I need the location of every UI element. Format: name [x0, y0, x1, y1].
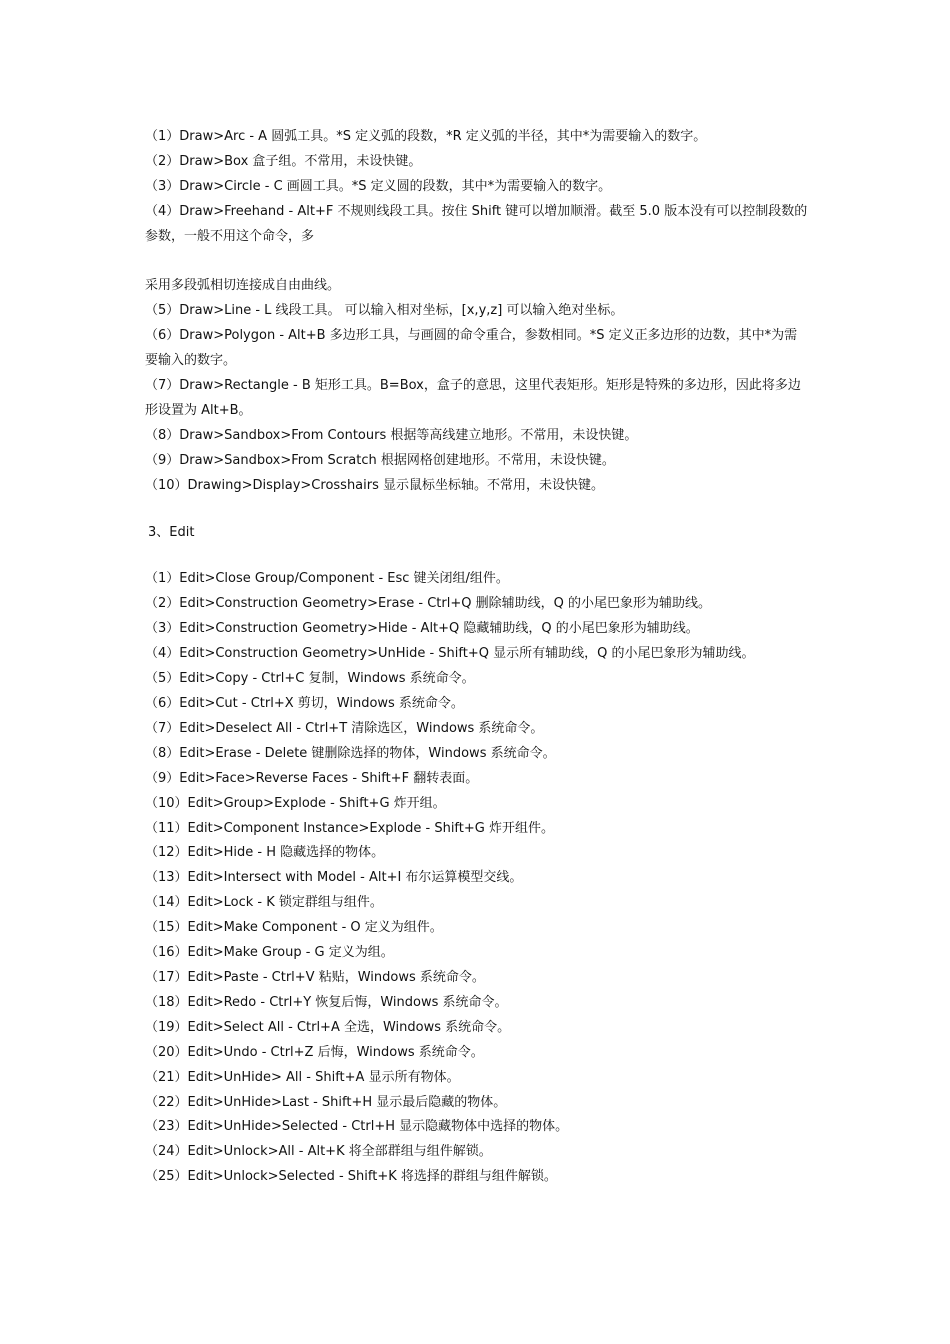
section-gap [145, 545, 810, 567]
draw-item-arc: （1）Draw>Arc - A 圆弧工具。*S 定义弧的段数，*R 定义弧的半径，其中*为需要输入的数字。 [145, 129, 707, 144]
list-item: （21）Edit>UnHide> All - Shift+A 显示所有物体。 [145, 1069, 460, 1085]
draw-item-crosshairs: （10）Drawing>Display>Crosshairs 显示鼠标坐标轴。不常用，未设快键。 [145, 477, 605, 493]
list-item: （13）Edit>Intersect with Model - Alt+I 布尔运算模型交线。 [145, 870, 523, 886]
list-item: （19）Edit>Select All - Ctrl+A 全选，Windows 系统命令。 [145, 1019, 511, 1035]
list-item: （3）Edit>Construction Geometry>Hide - Alt+Q 隐藏辅助线，Q 的小尾巴象形为辅助线。 [145, 621, 699, 637]
list-item: （12）Edit>Hide - H 隐藏选择的物体。 [145, 845, 385, 861]
draw-item-sandbox-scratch: （9）Draw>Sandbox>From Scratch 根据网格创建地形。不常用，未设快键。 [145, 452, 615, 468]
edit-list [145, 567, 810, 1190]
list-item: （10）Edit>Group>Explode - Shift+G 炸开组。 [145, 795, 446, 811]
list-item: （9）Edit>Face>Reverse Faces - Shift+F 翻转表面。 [145, 770, 479, 786]
list-item: （15）Edit>Make Component - O 定义为组件。 [145, 920, 443, 936]
document-body [145, 125, 810, 1190]
paragraph-gap [145, 250, 810, 275]
list-item: （1）Edit>Close Group/Component - Esc 键关闭组/组件。 [145, 571, 509, 587]
section-gap [145, 499, 810, 521]
list-item: （2）Edit>Construction Geometry>Erase - Ctrl+Q 删除辅助线，Q 的小尾巴象形为辅助线。 [145, 596, 711, 612]
draw-item-box: （2）Draw>Box 盒子组。不常用，未设快键。 [145, 153, 422, 169]
list-item: （18）Edit>Redo - Ctrl+Y 恢复后悔，Windows 系统命令。 [145, 994, 508, 1010]
list-item: （5）Edit>Copy - Ctrl+C 复制，Windows 系统命令。 [145, 671, 475, 687]
list-item: （7）Edit>Deselect All - Ctrl+T 清除选区，Windows 系统命令。 [145, 720, 544, 736]
list-item: （8）Edit>Erase - Delete 键删除选择的物体，Windows 系统命令。 [145, 745, 556, 761]
list-item: （17）Edit>Paste - Ctrl+V 粘贴，Windows 系统命令。 [145, 969, 485, 985]
draw-item-freehand-continued: 采用多段弧相切连接成自由曲线。 [145, 278, 341, 294]
list-item: （20）Edit>Undo - Ctrl+Z 后悔，Windows 系统命令。 [145, 1044, 484, 1060]
list-item: （24）Edit>Unlock>All - Alt+K 将全部群组与组件解锁。 [145, 1144, 492, 1160]
list-item: （22）Edit>UnHide>Last - Shift+H 显示最后隐藏的物体。 [145, 1094, 507, 1110]
list-item: （14）Edit>Lock - K 锁定群组与组件。 [145, 895, 383, 911]
draw-item-polygon: （6）Draw>Polygon - Alt+B 多边形工具，与画圆的命令重合，参数相同。*S 定义正多边形的边数，其中*为需要输入的数字。 [145, 328, 798, 369]
list-item: （11）Edit>Component Instance>Explode - Shift+G 炸开组件。 [145, 820, 554, 836]
list-item: （23）Edit>UnHide>Selected - Ctrl+H 显示隐藏物体中选择的物体。 [145, 1119, 569, 1135]
draw-item-circle: （3）Draw>Circle - C 画圆工具。*S 定义圆的段数，其中*为需要输入的数字。 [145, 178, 612, 194]
draw-item-rectangle: （7）Draw>Rectangle - B 矩形工具。B=Box，盒子的意思，这里代表矩形。矩形是特殊的多边形，因此将多边形设置为 Alt+B。 [145, 378, 801, 418]
list-item: （16）Edit>Make Group - G 定义为组。 [145, 945, 394, 961]
list-item: （4）Edit>Construction Geometry>UnHide - Shift+Q 显示所有辅助线，Q 的小尾巴象形为辅助线。 [145, 646, 755, 662]
draw-item-line: （5）Draw>Line - L 线段工具。 可以输入相对坐标，[x,y,z] 可以输入绝对坐标。 [145, 303, 624, 319]
draw-item-freehand: （4）Draw>Freehand - Alt+F 不规则线段工具。按住 Shift 键可以增加顺滑。截至 5.0 版本没有可以控制段数的参数，一般不用这个命令，多 [145, 203, 808, 244]
section-heading-edit: 3、Edit [148, 524, 195, 540]
list-item: （6）Edit>Cut - Ctrl+X 剪切，Windows 系统命令。 [145, 696, 464, 712]
list-item: （25）Edit>Unlock>Selected - Shift+K 将选择的群组与组件解锁。 [145, 1169, 557, 1185]
draw-item-sandbox-contours: （8）Draw>Sandbox>From Contours 根据等高线建立地形。不常用，未设快键。 [145, 427, 638, 443]
